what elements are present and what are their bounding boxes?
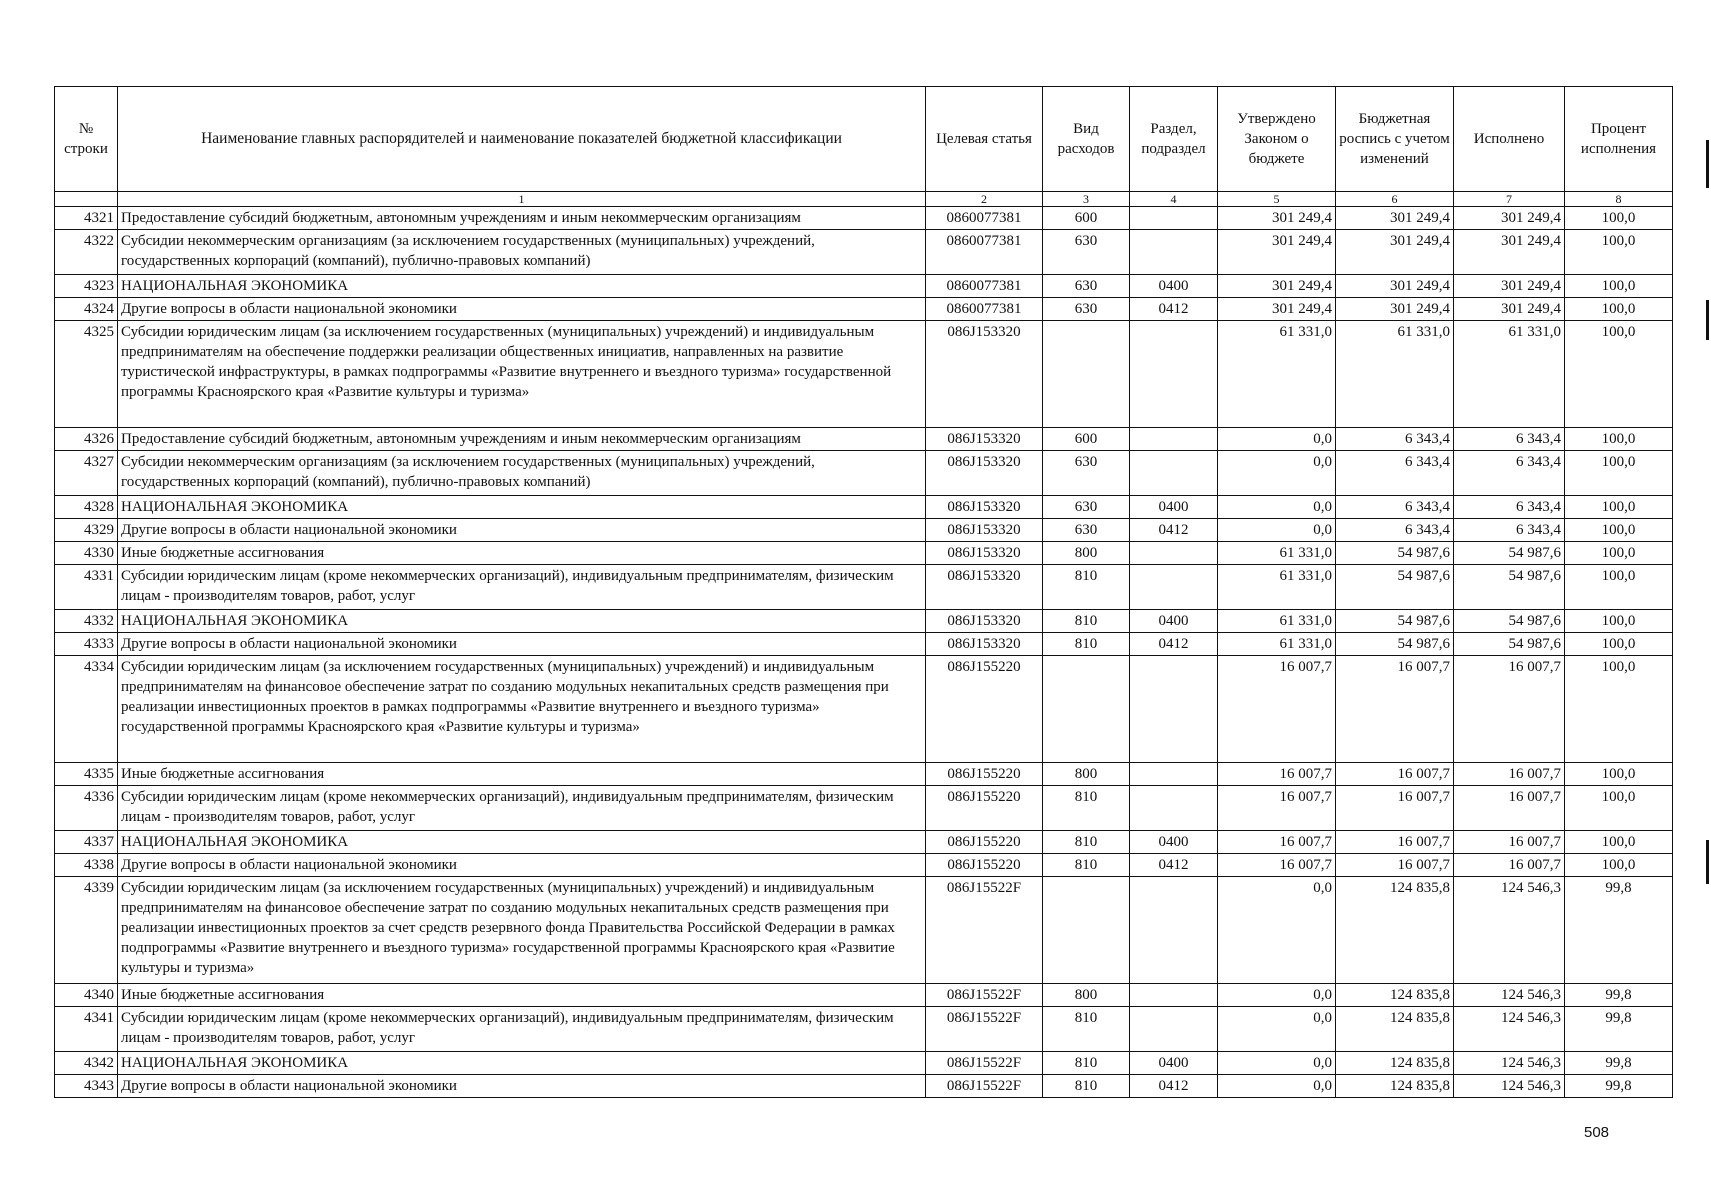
row-name: Субсидии юридическим лицам (за исключением государственных (муниципальных) учреждений) и индивидуальным предпринимателям на обеспечение поддержки реализации общественных инициатив, направленных на развитие туристической инфраструктуры, в рамках подпрограммы «Развитие внутреннего и въездного туризма» государственной программы Красноярского края «Развитие культуры и туризма»	[118, 321, 926, 428]
row-percent: 99,8	[1565, 1075, 1673, 1098]
row-target-article: 086J155220	[926, 854, 1043, 877]
row-section	[1130, 1007, 1218, 1052]
table-row	[55, 1052, 1673, 1075]
row-approved: 0,0	[1218, 496, 1336, 519]
header-name: Наименование главных распорядителей и наименование показателей бюджетной классификации	[118, 87, 926, 192]
row-number: 4324	[55, 298, 118, 321]
row-expense-kind	[1043, 321, 1130, 428]
row-percent: 100,0	[1565, 542, 1673, 565]
row-approved: 0,0	[1218, 877, 1336, 984]
row-number: 4331	[55, 565, 118, 610]
row-name: Другие вопросы в области национальной экономики	[118, 633, 926, 656]
row-target-article: 086J153320	[926, 542, 1043, 565]
row-percent: 99,8	[1565, 984, 1673, 1007]
budget-table	[54, 86, 1673, 1098]
scan-edge-mark	[1706, 300, 1709, 340]
row-name: Иные бюджетные ассигнования	[118, 984, 926, 1007]
table-row	[55, 451, 1673, 496]
row-budget-plan: 124 835,8	[1336, 877, 1454, 984]
row-name: Субсидии юридическим лицам (за исключением государственных (муниципальных) учреждений) и индивидуальным предпринимателям на финансовое обеспечение затрат по созданию модульных некапитальных средств размещения при реализации инвестиционных проектов за счет средств резервного фонда Правительства Российской Федерации в рамках подпрограммы «Развитие внутреннего и въездного туризма» государственной программы Красноярского края «Развитие культуры и туризма»	[118, 877, 926, 984]
table-row	[55, 207, 1673, 230]
row-expense-kind: 810	[1043, 854, 1130, 877]
table-row	[55, 542, 1673, 565]
row-section: 0400	[1130, 831, 1218, 854]
row-section: 0412	[1130, 633, 1218, 656]
row-executed: 16 007,7	[1454, 763, 1565, 786]
row-approved: 16 007,7	[1218, 656, 1336, 763]
row-percent: 100,0	[1565, 610, 1673, 633]
row-executed: 6 343,4	[1454, 519, 1565, 542]
budget-report-sheet	[54, 86, 1672, 1098]
row-target-article: 086J15522F	[926, 877, 1043, 984]
row-executed: 16 007,7	[1454, 831, 1565, 854]
row-approved: 0,0	[1218, 451, 1336, 496]
row-name: Субсидии юридическим лицам (кроме некоммерческих организаций), индивидуальным предпринимателям, физическим лицам - производителям товаров, работ, услуг	[118, 786, 926, 831]
row-name: Субсидии некоммерческим организациям (за исключением государственных (муниципальных) учреждений, государственных корпораций (компаний), публично-правовых компаний)	[118, 230, 926, 275]
table-row	[55, 298, 1673, 321]
row-expense-kind: 630	[1043, 275, 1130, 298]
row-approved: 16 007,7	[1218, 763, 1336, 786]
row-expense-kind: 630	[1043, 519, 1130, 542]
row-name: Другие вопросы в области национальной экономики	[118, 519, 926, 542]
row-name: Субсидии юридическим лицам (кроме некоммерческих организаций), индивидуальным предпринимателям, физическим лицам - производителям товаров, работ, услуг	[118, 565, 926, 610]
row-expense-kind: 630	[1043, 230, 1130, 275]
table-row	[55, 519, 1673, 542]
row-executed: 124 546,3	[1454, 1007, 1565, 1052]
row-budget-plan: 124 835,8	[1336, 1052, 1454, 1075]
header-target-article: Целевая статья	[926, 87, 1043, 192]
header-approved: Утверждено Законом о бюджете	[1218, 87, 1336, 192]
row-percent: 100,0	[1565, 763, 1673, 786]
table-row	[55, 428, 1673, 451]
row-approved: 0,0	[1218, 1075, 1336, 1098]
row-budget-plan: 16 007,7	[1336, 831, 1454, 854]
row-target-article: 086J153320	[926, 633, 1043, 656]
row-expense-kind	[1043, 656, 1130, 763]
row-executed: 16 007,7	[1454, 656, 1565, 763]
row-target-article: 086J155220	[926, 656, 1043, 763]
row-budget-plan: 6 343,4	[1336, 519, 1454, 542]
row-target-article: 0860077381	[926, 275, 1043, 298]
row-percent: 100,0	[1565, 565, 1673, 610]
row-executed: 124 546,3	[1454, 1075, 1565, 1098]
row-name: Субсидии юридическим лицам (за исключением государственных (муниципальных) учреждений) и индивидуальным предпринимателям на финансовое обеспечение затрат по созданию модульных некапитальных средств размещения при реализации инвестиционных проектов в рамках подпрограммы «Развитие внутреннего и въездного туризма» государственной программы Красноярского края «Развитие культуры и туризма»	[118, 656, 926, 763]
row-number: 4342	[55, 1052, 118, 1075]
row-name: Предоставление субсидий бюджетным, автономным учреждениям и иным некоммерческим организациям	[118, 428, 926, 451]
row-target-article: 086J153320	[926, 428, 1043, 451]
row-budget-plan: 61 331,0	[1336, 321, 1454, 428]
row-target-article: 086J153320	[926, 519, 1043, 542]
row-name: НАЦИОНАЛЬНАЯ ЭКОНОМИКА	[118, 275, 926, 298]
row-executed: 54 987,6	[1454, 542, 1565, 565]
row-number: 4327	[55, 451, 118, 496]
row-section	[1130, 565, 1218, 610]
row-name: Другие вопросы в области национальной экономики	[118, 298, 926, 321]
row-target-article: 086J153320	[926, 610, 1043, 633]
row-number: 4339	[55, 877, 118, 984]
row-section: 0400	[1130, 610, 1218, 633]
header-section: Раздел, подраздел	[1130, 87, 1218, 192]
row-name: Другие вопросы в области национальной экономики	[118, 1075, 926, 1098]
row-target-article: 086J15522F	[926, 984, 1043, 1007]
row-expense-kind: 810	[1043, 1052, 1130, 1075]
row-expense-kind: 630	[1043, 298, 1130, 321]
row-executed: 6 343,4	[1454, 496, 1565, 519]
row-budget-plan: 54 987,6	[1336, 633, 1454, 656]
row-number: 4343	[55, 1075, 118, 1098]
table-row	[55, 831, 1673, 854]
row-executed: 124 546,3	[1454, 984, 1565, 1007]
row-expense-kind: 600	[1043, 428, 1130, 451]
row-percent: 100,0	[1565, 321, 1673, 428]
row-number: 4333	[55, 633, 118, 656]
row-percent: 100,0	[1565, 831, 1673, 854]
row-approved: 61 331,0	[1218, 633, 1336, 656]
row-expense-kind: 630	[1043, 496, 1130, 519]
row-number: 4332	[55, 610, 118, 633]
row-target-article: 086J153320	[926, 321, 1043, 428]
row-approved: 16 007,7	[1218, 786, 1336, 831]
row-percent: 100,0	[1565, 633, 1673, 656]
row-number: 4321	[55, 207, 118, 230]
row-percent: 100,0	[1565, 298, 1673, 321]
table-row	[55, 633, 1673, 656]
row-budget-plan: 16 007,7	[1336, 786, 1454, 831]
header-row-number: № строки	[55, 87, 118, 192]
row-budget-plan: 124 835,8	[1336, 984, 1454, 1007]
column-index: 4	[1130, 192, 1218, 207]
table-row	[55, 230, 1673, 275]
row-percent: 100,0	[1565, 230, 1673, 275]
row-name: Иные бюджетные ассигнования	[118, 763, 926, 786]
row-target-article: 086J15522F	[926, 1007, 1043, 1052]
row-section: 0400	[1130, 275, 1218, 298]
row-budget-plan: 16 007,7	[1336, 656, 1454, 763]
table-row	[55, 1075, 1673, 1098]
table-row	[55, 496, 1673, 519]
row-target-article: 086J155220	[926, 786, 1043, 831]
row-section	[1130, 984, 1218, 1007]
row-percent: 100,0	[1565, 519, 1673, 542]
table-row	[55, 854, 1673, 877]
row-name: Субсидии юридическим лицам (кроме некоммерческих организаций), индивидуальным предпринимателям, физическим лицам - производителям товаров, работ, услуг	[118, 1007, 926, 1052]
row-section	[1130, 877, 1218, 984]
row-expense-kind: 800	[1043, 763, 1130, 786]
row-approved: 16 007,7	[1218, 831, 1336, 854]
table-row	[55, 610, 1673, 633]
row-expense-kind: 810	[1043, 1007, 1130, 1052]
table-row	[55, 877, 1673, 984]
scan-edge-mark	[1706, 840, 1709, 884]
row-budget-plan: 301 249,4	[1336, 298, 1454, 321]
row-target-article: 0860077381	[926, 207, 1043, 230]
row-section: 0412	[1130, 519, 1218, 542]
row-number: 4330	[55, 542, 118, 565]
row-name: Субсидии некоммерческим организациям (за исключением государственных (муниципальных) учреждений, государственных корпораций (компаний), публично-правовых компаний)	[118, 451, 926, 496]
row-target-article: 086J15522F	[926, 1075, 1043, 1098]
row-executed: 54 987,6	[1454, 610, 1565, 633]
row-executed: 54 987,6	[1454, 633, 1565, 656]
row-budget-plan: 16 007,7	[1336, 763, 1454, 786]
row-number: 4335	[55, 763, 118, 786]
row-section	[1130, 207, 1218, 230]
row-target-article: 0860077381	[926, 298, 1043, 321]
table-row	[55, 786, 1673, 831]
row-budget-plan: 124 835,8	[1336, 1007, 1454, 1052]
row-expense-kind: 810	[1043, 1075, 1130, 1098]
row-number: 4340	[55, 984, 118, 1007]
row-section	[1130, 656, 1218, 763]
row-approved: 61 331,0	[1218, 565, 1336, 610]
table-row	[55, 275, 1673, 298]
row-section: 0412	[1130, 1075, 1218, 1098]
table-row	[55, 656, 1673, 763]
row-section	[1130, 542, 1218, 565]
row-section	[1130, 763, 1218, 786]
row-target-article: 086J153320	[926, 565, 1043, 610]
row-percent: 99,8	[1565, 877, 1673, 984]
row-percent: 100,0	[1565, 428, 1673, 451]
row-budget-plan: 6 343,4	[1336, 428, 1454, 451]
row-approved: 301 249,4	[1218, 230, 1336, 275]
column-index	[55, 192, 118, 207]
row-approved: 0,0	[1218, 519, 1336, 542]
row-budget-plan: 301 249,4	[1336, 207, 1454, 230]
row-budget-plan: 301 249,4	[1336, 275, 1454, 298]
row-expense-kind: 810	[1043, 633, 1130, 656]
row-number: 4322	[55, 230, 118, 275]
row-name: НАЦИОНАЛЬНАЯ ЭКОНОМИКА	[118, 610, 926, 633]
row-section	[1130, 428, 1218, 451]
row-budget-plan: 6 343,4	[1336, 451, 1454, 496]
row-executed: 16 007,7	[1454, 854, 1565, 877]
row-executed: 6 343,4	[1454, 451, 1565, 496]
row-budget-plan: 301 249,4	[1336, 230, 1454, 275]
row-executed: 54 987,6	[1454, 565, 1565, 610]
row-section	[1130, 451, 1218, 496]
row-number: 4337	[55, 831, 118, 854]
row-expense-kind: 810	[1043, 610, 1130, 633]
row-expense-kind: 810	[1043, 831, 1130, 854]
row-approved: 0,0	[1218, 984, 1336, 1007]
row-executed: 6 343,4	[1454, 428, 1565, 451]
row-target-article: 086J15522F	[926, 1052, 1043, 1075]
table-row	[55, 763, 1673, 786]
row-percent: 99,8	[1565, 1052, 1673, 1075]
row-section: 0412	[1130, 854, 1218, 877]
row-expense-kind: 630	[1043, 451, 1130, 496]
row-expense-kind: 810	[1043, 786, 1130, 831]
row-name: НАЦИОНАЛЬНАЯ ЭКОНОМИКА	[118, 831, 926, 854]
row-executed: 61 331,0	[1454, 321, 1565, 428]
row-percent: 100,0	[1565, 496, 1673, 519]
row-approved: 301 249,4	[1218, 298, 1336, 321]
row-budget-plan: 54 987,6	[1336, 565, 1454, 610]
row-executed: 301 249,4	[1454, 207, 1565, 230]
row-approved: 301 249,4	[1218, 275, 1336, 298]
row-approved: 61 331,0	[1218, 321, 1336, 428]
row-number: 4341	[55, 1007, 118, 1052]
row-name: Другие вопросы в области национальной экономики	[118, 854, 926, 877]
row-executed: 301 249,4	[1454, 275, 1565, 298]
row-executed: 124 546,3	[1454, 877, 1565, 984]
row-approved: 61 331,0	[1218, 542, 1336, 565]
column-index-row	[55, 192, 1673, 207]
row-section	[1130, 230, 1218, 275]
row-number: 4326	[55, 428, 118, 451]
row-name: НАЦИОНАЛЬНАЯ ЭКОНОМИКА	[118, 1052, 926, 1075]
table-body	[55, 207, 1673, 1098]
row-approved: 301 249,4	[1218, 207, 1336, 230]
row-approved: 0,0	[1218, 1052, 1336, 1075]
row-approved: 61 331,0	[1218, 610, 1336, 633]
table-row	[55, 565, 1673, 610]
row-target-article: 086J153320	[926, 496, 1043, 519]
row-percent: 100,0	[1565, 451, 1673, 496]
header-percent: Процент исполнения	[1565, 87, 1673, 192]
row-expense-kind: 600	[1043, 207, 1130, 230]
row-budget-plan: 54 987,6	[1336, 542, 1454, 565]
row-percent: 99,8	[1565, 1007, 1673, 1052]
scan-edge-mark	[1706, 140, 1709, 188]
row-percent: 100,0	[1565, 207, 1673, 230]
row-target-article: 086J153320	[926, 451, 1043, 496]
column-index: 3	[1043, 192, 1130, 207]
row-percent: 100,0	[1565, 786, 1673, 831]
row-section	[1130, 321, 1218, 428]
row-number: 4336	[55, 786, 118, 831]
row-percent: 100,0	[1565, 656, 1673, 763]
row-target-article: 086J155220	[926, 763, 1043, 786]
row-number: 4338	[55, 854, 118, 877]
row-section: 0400	[1130, 1052, 1218, 1075]
row-executed: 301 249,4	[1454, 230, 1565, 275]
row-name: Предоставление субсидий бюджетным, автономным учреждениям и иным некоммерческим организациям	[118, 207, 926, 230]
row-budget-plan: 6 343,4	[1336, 496, 1454, 519]
row-number: 4334	[55, 656, 118, 763]
column-index: 7	[1454, 192, 1565, 207]
row-name: Иные бюджетные ассигнования	[118, 542, 926, 565]
row-number: 4329	[55, 519, 118, 542]
row-target-article: 0860077381	[926, 230, 1043, 275]
column-index: 6	[1336, 192, 1454, 207]
row-expense-kind: 800	[1043, 542, 1130, 565]
header-expense-kind: Вид расходов	[1043, 87, 1130, 192]
row-expense-kind	[1043, 877, 1130, 984]
row-section: 0400	[1130, 496, 1218, 519]
row-name: НАЦИОНАЛЬНАЯ ЭКОНОМИКА	[118, 496, 926, 519]
row-percent: 100,0	[1565, 275, 1673, 298]
row-budget-plan: 124 835,8	[1336, 1075, 1454, 1098]
header-budget-plan: Бюджетная роспись с учетом изменений	[1336, 87, 1454, 192]
table-row	[55, 984, 1673, 1007]
row-number: 4328	[55, 496, 118, 519]
row-executed: 124 546,3	[1454, 1052, 1565, 1075]
row-number: 4323	[55, 275, 118, 298]
column-index: 8	[1565, 192, 1673, 207]
page-number: 508	[1584, 1124, 1610, 1141]
table-row	[55, 1007, 1673, 1052]
row-number: 4325	[55, 321, 118, 428]
row-expense-kind: 800	[1043, 984, 1130, 1007]
row-section	[1130, 786, 1218, 831]
row-section: 0412	[1130, 298, 1218, 321]
column-index: 1	[118, 192, 926, 207]
row-percent: 100,0	[1565, 854, 1673, 877]
row-budget-plan: 54 987,6	[1336, 610, 1454, 633]
row-expense-kind: 810	[1043, 565, 1130, 610]
column-index: 2	[926, 192, 1043, 207]
row-target-article: 086J155220	[926, 831, 1043, 854]
row-approved: 0,0	[1218, 1007, 1336, 1052]
row-budget-plan: 16 007,7	[1336, 854, 1454, 877]
row-approved: 16 007,7	[1218, 854, 1336, 877]
column-index: 5	[1218, 192, 1336, 207]
header-executed: Исполнено	[1454, 87, 1565, 192]
table-row	[55, 321, 1673, 428]
row-approved: 0,0	[1218, 428, 1336, 451]
row-executed: 16 007,7	[1454, 786, 1565, 831]
row-executed: 301 249,4	[1454, 298, 1565, 321]
table-header	[55, 87, 1673, 207]
